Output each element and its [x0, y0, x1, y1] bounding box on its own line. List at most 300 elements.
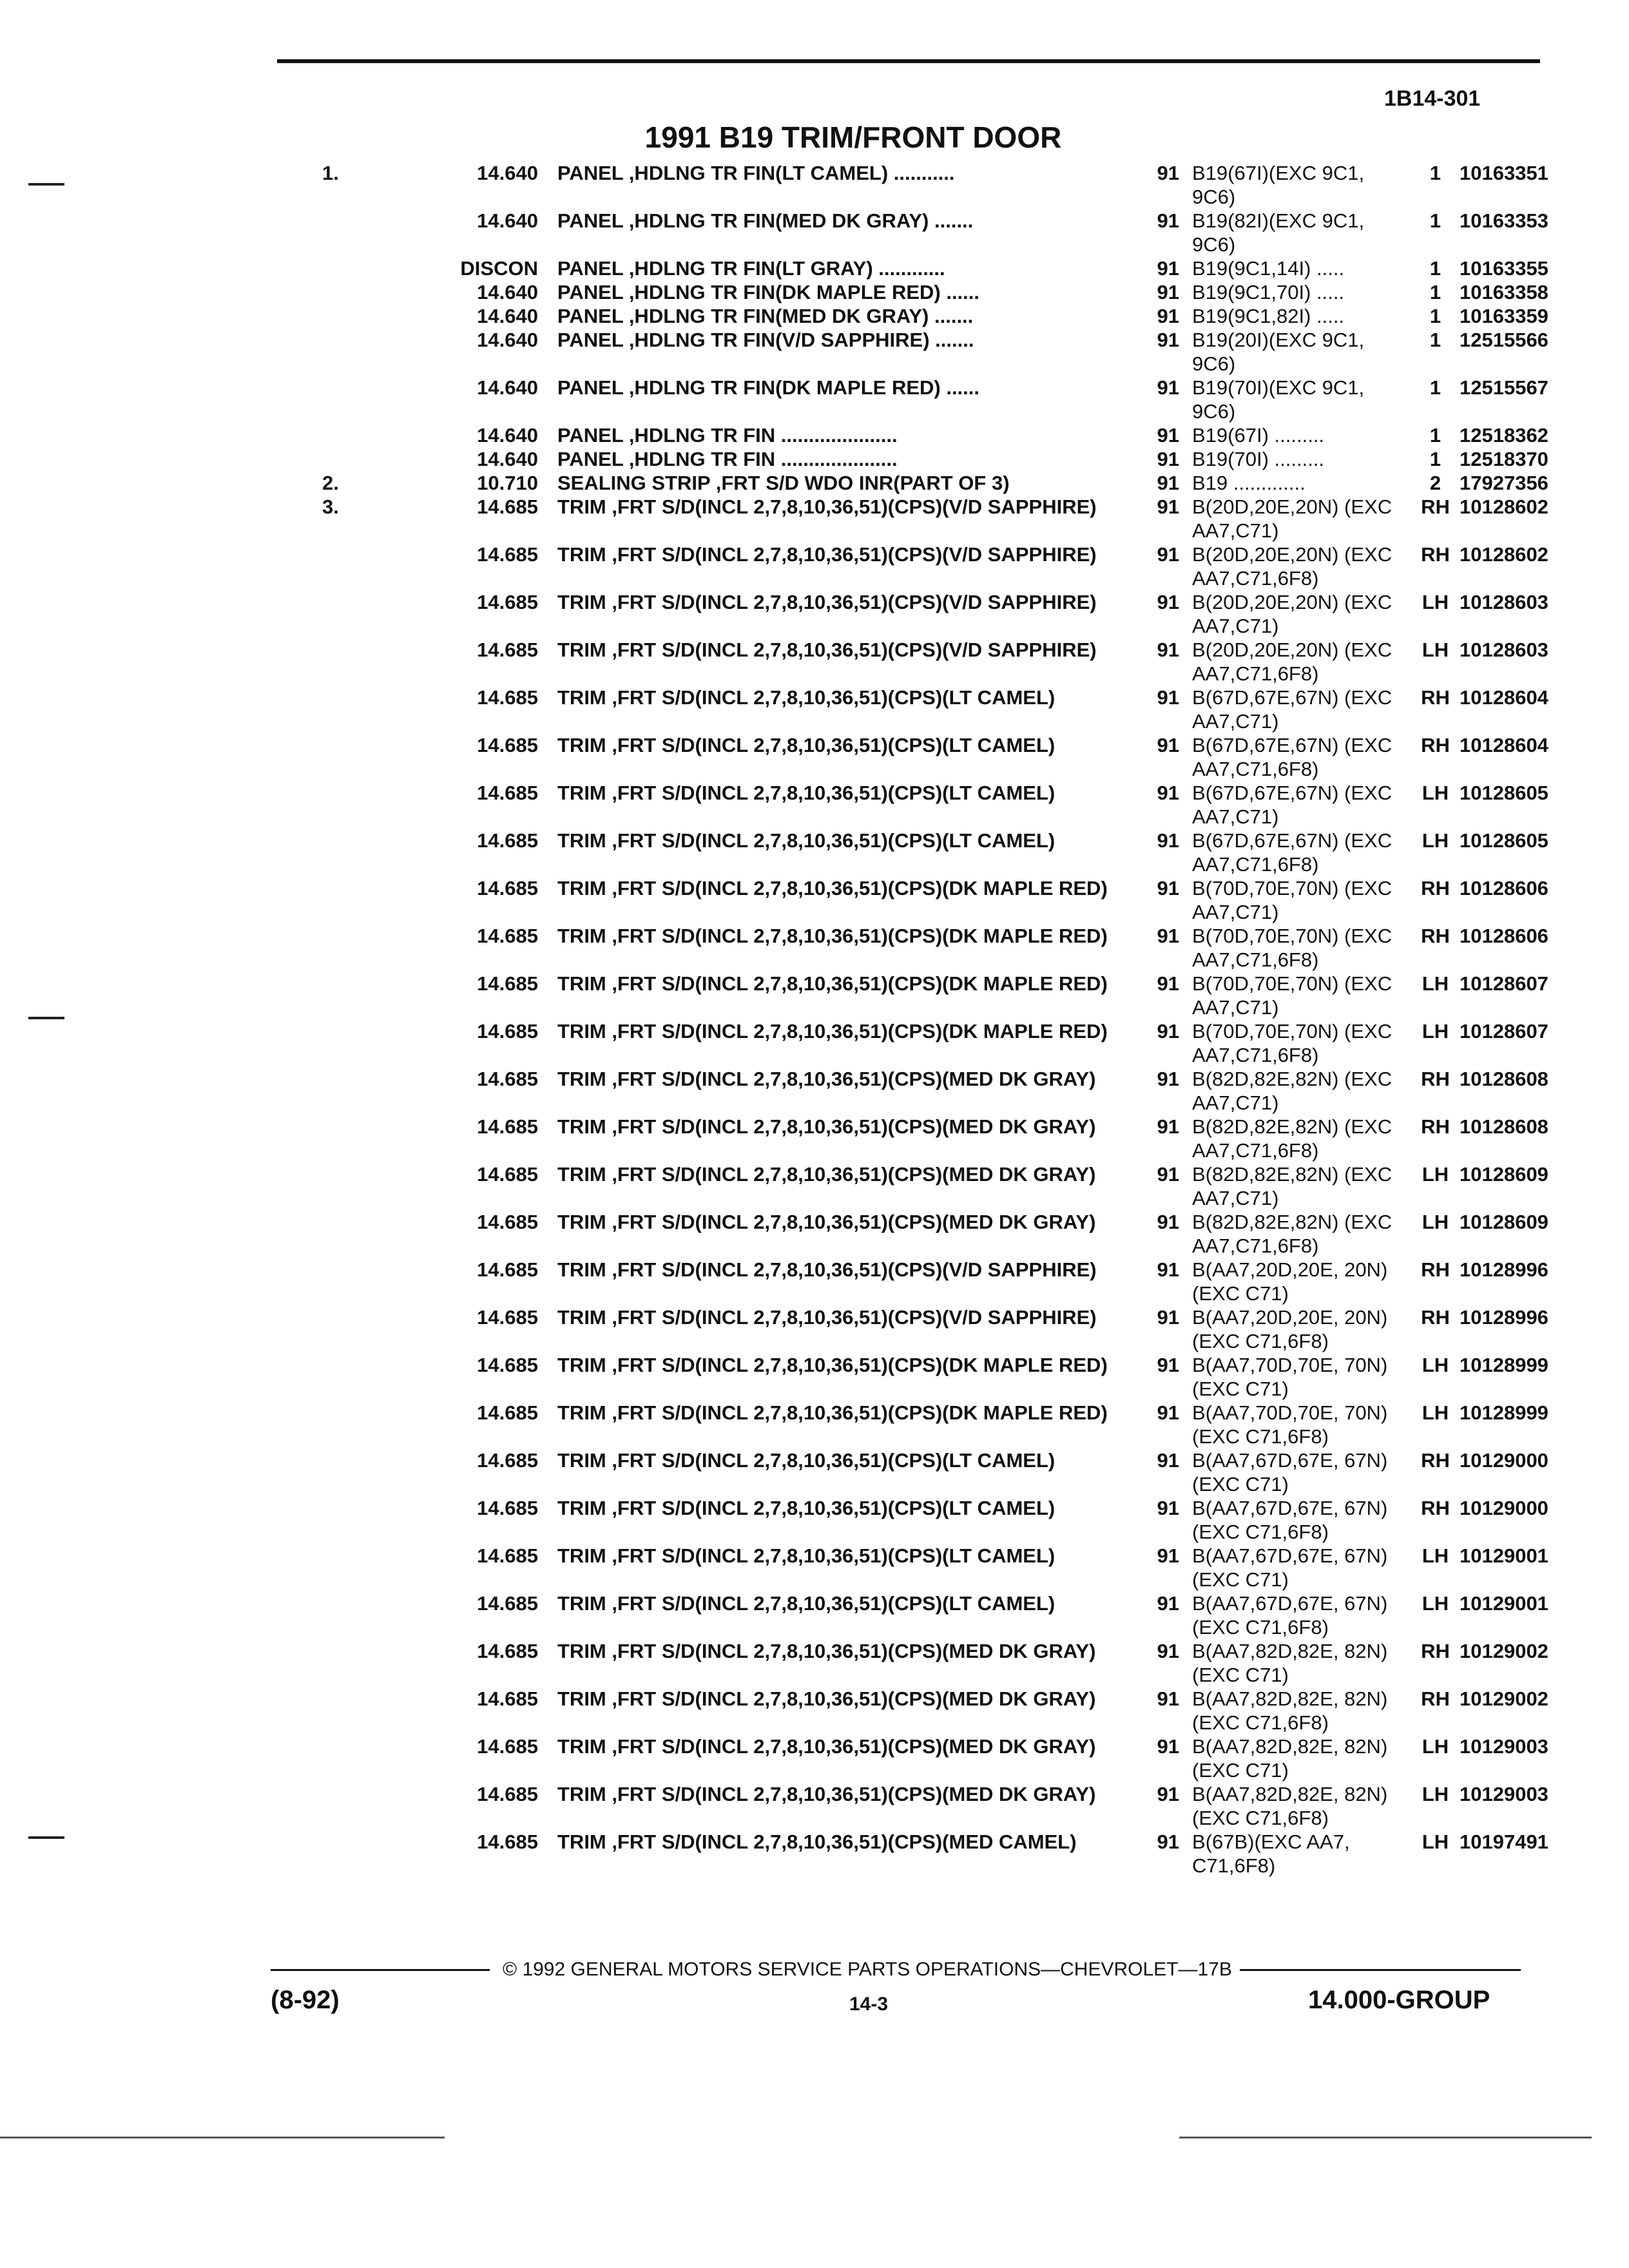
item-index	[322, 638, 380, 686]
quantity: LH	[1422, 1163, 1449, 1186]
usage-code: B(AA7,20D,20E, 20N)(EXC C71)	[1192, 1258, 1388, 1305]
usage-code: B(70D,70E,70N) (EXC AA7,C71,6F8)	[1192, 1020, 1393, 1066]
part-number: 12518362	[1460, 424, 1548, 447]
item-index	[322, 1305, 380, 1353]
table-row	[322, 1735, 1566, 1782]
group-number-cell: 14.685	[477, 1211, 538, 1233]
part-number: 12518370	[1460, 448, 1548, 470]
quantity: LH	[1422, 1401, 1449, 1424]
part-description: TRIM ,FRT S/D(INCL 2,7,8,10,36,51)(CPS)(LT CAMEL)	[557, 1592, 1055, 1615]
table-row	[322, 161, 1566, 209]
group-number-cell: 14.685	[477, 1020, 538, 1043]
usage-code: B(AA7,67D,67E, 67N)(EXC C71)	[1192, 1449, 1388, 1495]
model-year: 91	[1157, 877, 1179, 899]
table-row	[322, 1019, 1566, 1067]
model-year: 91	[1157, 1640, 1179, 1662]
usage-code: B(AA7,82D,82E, 82N)(EXC C71,6F8)	[1192, 1783, 1388, 1829]
group-number-cell: 14.685	[477, 1687, 538, 1710]
model-year: 91	[1157, 639, 1179, 661]
top-rule	[277, 59, 1540, 63]
table-row	[322, 686, 1566, 733]
quantity: LH	[1422, 1735, 1449, 1758]
part-number: 10129001	[1460, 1592, 1548, 1615]
group-number-cell: 14.640	[477, 448, 538, 470]
item-index	[322, 1496, 380, 1544]
table-row	[322, 1258, 1566, 1305]
usage-code: B(AA7,70D,70E, 70N)(EXC C71,6F8)	[1192, 1401, 1388, 1448]
item-index	[322, 1687, 380, 1735]
revision-date: (8-92)	[271, 1986, 340, 2014]
model-year: 91	[1157, 1544, 1179, 1567]
group-number-cell: 14.640	[477, 329, 538, 351]
quantity: LH	[1422, 1831, 1449, 1853]
group-number-cell: 14.685	[477, 1497, 538, 1519]
quantity: RH	[1421, 734, 1450, 756]
usage-code: B19(67I)(EXC 9C1, 9C6)	[1192, 162, 1365, 208]
item-index	[322, 376, 380, 423]
item-index	[322, 1735, 380, 1782]
quantity: LH	[1422, 1544, 1449, 1567]
usage-code: B(70D,70E,70N) (EXC AA7,C71,6F8)	[1192, 925, 1393, 971]
margin-mark	[28, 1836, 64, 1839]
table-row	[322, 280, 1566, 304]
part-number: 10128606	[1460, 877, 1548, 899]
item-index	[322, 304, 380, 328]
model-year: 91	[1157, 543, 1179, 566]
item-index	[322, 1401, 380, 1448]
quantity: RH	[1421, 877, 1450, 899]
quantity: 1	[1429, 448, 1441, 470]
part-description: PANEL ,HDLNG TR FIN(LT CAMEL) ...........	[557, 162, 955, 184]
part-number: 10129002	[1460, 1640, 1548, 1662]
item-index	[322, 423, 380, 447]
part-description: TRIM ,FRT S/D(INCL 2,7,8,10,36,51)(CPS)(DK MAPLE RED)	[557, 877, 1108, 899]
table-row	[322, 1305, 1566, 1353]
model-year: 91	[1157, 1783, 1179, 1805]
table-row	[322, 590, 1566, 638]
quantity: LH	[1422, 639, 1449, 661]
model-year: 91	[1157, 495, 1179, 518]
quantity: LH	[1422, 972, 1449, 995]
group-number-cell: 14.685	[477, 1640, 538, 1662]
part-number: 10129002	[1460, 1687, 1548, 1710]
model-year: 91	[1157, 376, 1179, 399]
item-index	[322, 1353, 380, 1401]
part-description: TRIM ,FRT S/D(INCL 2,7,8,10,36,51)(CPS)(DK MAPLE RED)	[557, 972, 1108, 995]
usage-code: B(AA7,70D,70E, 70N)(EXC C71)	[1192, 1354, 1388, 1400]
usage-code: B(20D,20E,20N) (EXC AA7,C71)	[1192, 591, 1393, 637]
item-index	[322, 1067, 380, 1115]
group-number-cell: 14.685	[477, 829, 538, 852]
group-number-cell: 14.685	[477, 1783, 538, 1805]
part-number: 10128605	[1460, 782, 1548, 804]
quantity: LH	[1422, 1020, 1449, 1043]
table-row	[322, 304, 1566, 328]
quantity: LH	[1422, 782, 1449, 804]
part-number: 10163359	[1460, 305, 1548, 327]
table-row	[322, 1830, 1566, 1878]
model-year: 91	[1157, 1258, 1179, 1281]
quantity: RH	[1421, 1449, 1450, 1472]
usage-code: B(20D,20E,20N) (EXC AA7,C71,6F8)	[1192, 543, 1393, 590]
table-row	[322, 1448, 1566, 1496]
quantity: LH	[1422, 829, 1449, 852]
quantity: RH	[1421, 1497, 1450, 1519]
group-number-cell: 14.640	[477, 424, 538, 447]
model-year: 91	[1157, 734, 1179, 756]
table-row	[322, 1544, 1566, 1591]
group-number-cell: 10.710	[477, 472, 538, 494]
usage-code: B(AA7,82D,82E, 82N)(EXC C71,6F8)	[1192, 1687, 1388, 1734]
model-year: 91	[1157, 686, 1179, 709]
group-number-cell: 14.685	[477, 734, 538, 756]
part-number: 10128608	[1460, 1115, 1548, 1138]
item-index	[322, 1448, 380, 1496]
part-description: SEALING STRIP ,FRT S/D WDO INR(PART OF 3)	[557, 472, 1010, 494]
table-row	[322, 543, 1566, 590]
group-number-cell: 14.685	[477, 686, 538, 709]
quantity: 1	[1429, 329, 1441, 351]
group-number-cell: 14.685	[477, 972, 538, 995]
usage-code: B(AA7,67D,67E, 67N)(EXC C71,6F8)	[1192, 1592, 1388, 1639]
quantity: 1	[1429, 305, 1441, 327]
part-description: TRIM ,FRT S/D(INCL 2,7,8,10,36,51)(CPS)(V/D SAPPHIRE)	[557, 591, 1097, 613]
part-description: TRIM ,FRT S/D(INCL 2,7,8,10,36,51)(CPS)(MED DK GRAY)	[557, 1640, 1096, 1662]
table-row	[322, 1115, 1566, 1162]
item-index	[322, 1830, 380, 1878]
group-number-cell: 14.685	[477, 877, 538, 899]
part-number: 10197491	[1460, 1831, 1548, 1853]
part-description: PANEL ,HDLNG TR FIN(DK MAPLE RED) ......	[557, 376, 980, 399]
usage-code: B(67D,67E,67N) (EXC AA7,C71)	[1192, 782, 1393, 828]
usage-code: B(AA7,82D,82E, 82N)(EXC C71)	[1192, 1735, 1388, 1782]
part-number: 10128609	[1460, 1163, 1548, 1186]
part-number: 10128996	[1460, 1306, 1548, 1329]
part-number: 10129001	[1460, 1544, 1548, 1567]
part-number: 10128607	[1460, 972, 1548, 995]
usage-code: B(AA7,20D,20E, 20N)(EXC C71,6F8)	[1192, 1306, 1388, 1352]
model-year: 91	[1157, 1306, 1179, 1329]
group-number-cell: 14.685	[477, 1592, 538, 1615]
item-index	[322, 781, 380, 829]
model-year: 91	[1157, 424, 1179, 447]
model-year: 91	[1157, 1401, 1179, 1424]
item-index	[322, 209, 380, 256]
model-year: 91	[1157, 1449, 1179, 1472]
table-row	[322, 423, 1566, 447]
table-row	[322, 733, 1566, 781]
part-number: 10128603	[1460, 639, 1548, 661]
part-number: 17927356	[1460, 472, 1548, 494]
table-row	[322, 328, 1566, 376]
table-row	[322, 209, 1566, 256]
usage-code: B19(20I)(EXC 9C1, 9C6)	[1192, 329, 1365, 375]
table-row	[322, 256, 1566, 280]
part-number: 10128996	[1460, 1258, 1548, 1281]
part-number: 10128999	[1460, 1401, 1548, 1424]
usage-code: B(82D,82E,82N) (EXC AA7,C71)	[1192, 1068, 1393, 1114]
part-description: PANEL ,HDLNG TR FIN(MED DK GRAY) .......	[557, 209, 974, 232]
part-description: PANEL ,HDLNG TR FIN(V/D SAPPHIRE) .......	[557, 329, 974, 351]
quantity: 1	[1429, 257, 1441, 280]
part-description: TRIM ,FRT S/D(INCL 2,7,8,10,36,51)(CPS)(DK MAPLE RED)	[557, 1401, 1108, 1424]
item-index	[322, 924, 380, 972]
group-number-cell: 14.685	[477, 1735, 538, 1758]
model-year: 91	[1157, 829, 1179, 852]
model-year: 91	[1157, 209, 1179, 232]
model-year: 91	[1157, 591, 1179, 613]
table-row	[322, 376, 1566, 423]
quantity: RH	[1421, 1687, 1450, 1710]
item-index: 2.	[322, 472, 339, 494]
part-description: TRIM ,FRT S/D(INCL 2,7,8,10,36,51)(CPS)(MED DK GRAY)	[557, 1687, 1096, 1710]
part-description: TRIM ,FRT S/D(INCL 2,7,8,10,36,51)(CPS)(DK MAPLE RED)	[557, 925, 1108, 947]
quantity: 2	[1429, 472, 1441, 494]
part-description: TRIM ,FRT S/D(INCL 2,7,8,10,36,51)(CPS)(MED CAMEL)	[557, 1831, 1077, 1853]
item-index	[322, 876, 380, 924]
item-index	[322, 829, 380, 876]
part-number: 10163358	[1460, 281, 1548, 303]
item-index	[322, 1162, 380, 1210]
model-year: 91	[1157, 1163, 1179, 1186]
group-number-cell: 14.685	[477, 1354, 538, 1376]
usage-code: B(67D,67E,67N) (EXC AA7,C71)	[1192, 686, 1393, 733]
item-index	[322, 1210, 380, 1258]
part-number: 10128603	[1460, 591, 1548, 613]
part-number: 10128608	[1460, 1068, 1548, 1090]
quantity: 1	[1429, 162, 1441, 184]
model-year: 91	[1157, 162, 1179, 184]
model-year: 91	[1157, 472, 1179, 494]
part-description: TRIM ,FRT S/D(INCL 2,7,8,10,36,51)(CPS)(V/D SAPPHIRE)	[557, 543, 1097, 566]
part-description: TRIM ,FRT S/D(INCL 2,7,8,10,36,51)(CPS)(LT CAMEL)	[557, 1449, 1055, 1472]
group-number-cell: 14.685	[477, 1115, 538, 1138]
group-number: 14.000-GROUP	[1308, 1986, 1490, 2014]
model-year: 91	[1157, 1020, 1179, 1043]
quantity: 1	[1429, 209, 1441, 232]
model-year: 91	[1157, 1592, 1179, 1615]
page-number: 14-3	[849, 1994, 889, 2015]
item-index	[322, 1782, 380, 1830]
copyright-text: © 1992 GENERAL MOTORS SERVICE PARTS OPERATIONS—CHEVROLET—17B	[503, 1959, 1232, 1980]
table-row	[322, 781, 1566, 829]
part-description: TRIM ,FRT S/D(INCL 2,7,8,10,36,51)(CPS)(MED DK GRAY)	[557, 1735, 1096, 1758]
part-description: TRIM ,FRT S/D(INCL 2,7,8,10,36,51)(CPS)(V/D SAPPHIRE)	[557, 495, 1097, 518]
footer-rule	[271, 1959, 1521, 1981]
item-index: 1.	[322, 162, 339, 184]
table-row	[322, 972, 1566, 1019]
model-year: 91	[1157, 972, 1179, 995]
part-description: TRIM ,FRT S/D(INCL 2,7,8,10,36,51)(CPS)(LT CAMEL)	[557, 829, 1055, 852]
usage-code: B19(67I) .........	[1192, 424, 1325, 447]
part-description: PANEL ,HDLNG TR FIN .....................	[557, 448, 898, 470]
part-number: 10129003	[1460, 1783, 1548, 1805]
usage-code: B(AA7,82D,82E, 82N)(EXC C71)	[1192, 1640, 1388, 1686]
part-number: 10129000	[1460, 1449, 1548, 1472]
part-description: TRIM ,FRT S/D(INCL 2,7,8,10,36,51)(CPS)(V/D SAPPHIRE)	[557, 1306, 1097, 1329]
model-year: 91	[1157, 329, 1179, 351]
part-description: TRIM ,FRT S/D(INCL 2,7,8,10,36,51)(CPS)(MED DK GRAY)	[557, 1783, 1096, 1805]
quantity: RH	[1421, 1258, 1450, 1281]
parts-table-body	[322, 161, 1566, 1878]
part-description: TRIM ,FRT S/D(INCL 2,7,8,10,36,51)(CPS)(DK MAPLE RED)	[557, 1354, 1108, 1376]
part-number: 12515567	[1460, 376, 1548, 399]
table-row	[322, 1067, 1566, 1115]
table-row	[322, 1496, 1566, 1544]
item-index	[322, 1115, 380, 1162]
quantity: LH	[1422, 1354, 1449, 1376]
item-index	[322, 280, 380, 304]
table-row	[322, 1162, 1566, 1210]
part-description: PANEL ,HDLNG TR FIN(DK MAPLE RED) ......	[557, 281, 980, 303]
group-number-cell: 14.685	[477, 543, 538, 566]
table-row	[322, 495, 1566, 543]
part-number: 10129003	[1460, 1735, 1548, 1758]
part-number: 10128607	[1460, 1020, 1548, 1043]
item-index: 3.	[322, 495, 339, 518]
usage-code: B(AA7,67D,67E, 67N)(EXC C71)	[1192, 1544, 1388, 1591]
item-index	[322, 1258, 380, 1305]
item-index	[322, 686, 380, 733]
usage-code: B19(70I) .........	[1192, 448, 1325, 470]
group-number-cell: DISCON	[460, 257, 538, 280]
group-number-cell: 14.685	[477, 1163, 538, 1186]
part-description: TRIM ,FRT S/D(INCL 2,7,8,10,36,51)(CPS)(LT CAMEL)	[557, 686, 1055, 709]
usage-code: B19(9C1,14I) .....	[1192, 257, 1345, 280]
item-index	[322, 543, 380, 590]
group-number-cell: 14.685	[477, 1258, 538, 1281]
usage-code: B(67D,67E,67N) (EXC AA7,C71,6F8)	[1192, 734, 1393, 780]
table-row	[322, 1687, 1566, 1735]
quantity: LH	[1422, 1211, 1449, 1233]
item-index	[322, 1639, 380, 1687]
quantity: LH	[1422, 1592, 1449, 1615]
part-number: 10129000	[1460, 1497, 1548, 1519]
group-number-cell: 14.640	[477, 281, 538, 303]
parts-table	[322, 161, 1566, 1878]
usage-code: B19(9C1,70I) .....	[1192, 281, 1345, 303]
quantity: RH	[1421, 686, 1450, 709]
group-number-cell: 14.685	[477, 495, 538, 518]
model-year: 91	[1157, 305, 1179, 327]
quantity: RH	[1421, 543, 1450, 566]
part-number: 10128609	[1460, 1211, 1548, 1233]
item-index	[322, 733, 380, 781]
usage-code: B(82D,82E,82N) (EXC AA7,C71,6F8)	[1192, 1211, 1393, 1257]
part-description: TRIM ,FRT S/D(INCL 2,7,8,10,36,51)(CPS)(V/D SAPPHIRE)	[557, 639, 1097, 661]
scan-edge-right	[1179, 2137, 1592, 2138]
part-description: TRIM ,FRT S/D(INCL 2,7,8,10,36,51)(CPS)(V/D SAPPHIRE)	[557, 1258, 1097, 1281]
quantity: LH	[1422, 591, 1449, 613]
model-year: 91	[1157, 782, 1179, 804]
item-index	[322, 256, 380, 280]
model-year: 91	[1157, 1211, 1179, 1233]
group-number-cell: 14.685	[477, 782, 538, 804]
part-description: PANEL ,HDLNG TR FIN(MED DK GRAY) .......	[557, 305, 974, 327]
model-year: 91	[1157, 257, 1179, 280]
model-year: 91	[1157, 281, 1179, 303]
group-number-cell: 14.685	[477, 1449, 538, 1472]
group-number-cell: 14.685	[477, 925, 538, 947]
group-number-cell: 14.640	[477, 162, 538, 184]
table-row	[322, 1353, 1566, 1401]
part-description: TRIM ,FRT S/D(INCL 2,7,8,10,36,51)(CPS)(MED DK GRAY)	[557, 1068, 1096, 1090]
group-number-cell: 14.640	[477, 376, 538, 399]
usage-code: B19 .............	[1192, 472, 1306, 494]
table-row	[322, 447, 1566, 471]
part-description: TRIM ,FRT S/D(INCL 2,7,8,10,36,51)(CPS)(LT CAMEL)	[557, 734, 1055, 756]
usage-code: B19(70I)(EXC 9C1, 9C6)	[1192, 376, 1365, 423]
part-description: TRIM ,FRT S/D(INCL 2,7,8,10,36,51)(CPS)(LT CAMEL)	[557, 782, 1055, 804]
part-description: TRIM ,FRT S/D(INCL 2,7,8,10,36,51)(CPS)(DK MAPLE RED)	[557, 1020, 1108, 1043]
group-number-cell: 14.685	[477, 1544, 538, 1567]
model-year: 91	[1157, 448, 1179, 470]
group-number-cell: 14.640	[477, 209, 538, 232]
quantity: 1	[1429, 424, 1441, 447]
model-year: 91	[1157, 1735, 1179, 1758]
group-number-cell: 14.685	[477, 639, 538, 661]
table-row	[322, 471, 1566, 495]
footer-rule-left	[271, 1969, 490, 1971]
footer-rule-right	[1240, 1969, 1521, 1971]
usage-code: B(70D,70E,70N) (EXC AA7,C71)	[1192, 877, 1393, 923]
part-description: PANEL ,HDLNG TR FIN(LT GRAY) ............	[557, 257, 945, 280]
quantity: 1	[1429, 376, 1441, 399]
part-number: 10128602	[1460, 495, 1548, 518]
group-number-cell: 14.685	[477, 1401, 538, 1424]
part-description: TRIM ,FRT S/D(INCL 2,7,8,10,36,51)(CPS)(MED DK GRAY)	[557, 1115, 1096, 1138]
table-row	[322, 1591, 1566, 1639]
part-number: 10163351	[1460, 162, 1548, 184]
model-year: 91	[1157, 925, 1179, 947]
part-description: TRIM ,FRT S/D(INCL 2,7,8,10,36,51)(CPS)(LT CAMEL)	[557, 1544, 1055, 1567]
table-row	[322, 1210, 1566, 1258]
quantity: RH	[1421, 1115, 1450, 1138]
group-number-cell: 14.640	[477, 305, 538, 327]
page-title: 1991 B19 TRIM/FRONT DOOR	[644, 120, 1062, 154]
page-code: 1B14-301	[1384, 86, 1481, 111]
usage-code: B(AA7,67D,67E, 67N)(EXC C71,6F8)	[1192, 1497, 1388, 1543]
usage-code: B(20D,20E,20N) (EXC AA7,C71,6F8)	[1192, 639, 1393, 685]
item-index	[322, 590, 380, 638]
part-description: PANEL ,HDLNG TR FIN .....................	[557, 424, 898, 447]
model-year: 91	[1157, 1687, 1179, 1710]
item-index	[322, 972, 380, 1019]
usage-code: B(67D,67E,67N) (EXC AA7,C71,6F8)	[1192, 829, 1393, 876]
part-number: 10128602	[1460, 543, 1548, 566]
table-row	[322, 829, 1566, 876]
item-index	[322, 1544, 380, 1591]
part-number: 10128604	[1460, 734, 1548, 756]
model-year: 91	[1157, 1497, 1179, 1519]
table-row	[322, 638, 1566, 686]
part-number: 10128606	[1460, 925, 1548, 947]
part-description: TRIM ,FRT S/D(INCL 2,7,8,10,36,51)(CPS)(LT CAMEL)	[557, 1497, 1055, 1519]
quantity: 1	[1429, 281, 1441, 303]
scan-edge-left	[0, 2137, 445, 2138]
part-number: 10128605	[1460, 829, 1548, 852]
table-row	[322, 1401, 1566, 1448]
item-index	[322, 447, 380, 471]
usage-code: B19(9C1,82I) .....	[1192, 305, 1345, 327]
quantity: RH	[1421, 1306, 1450, 1329]
usage-code: B(82D,82E,82N) (EXC AA7,C71,6F8)	[1192, 1115, 1393, 1162]
quantity: RH	[1421, 925, 1450, 947]
table-row	[322, 876, 1566, 924]
margin-mark	[28, 183, 64, 186]
part-number: 10128604	[1460, 686, 1548, 709]
table-row	[322, 1782, 1566, 1830]
